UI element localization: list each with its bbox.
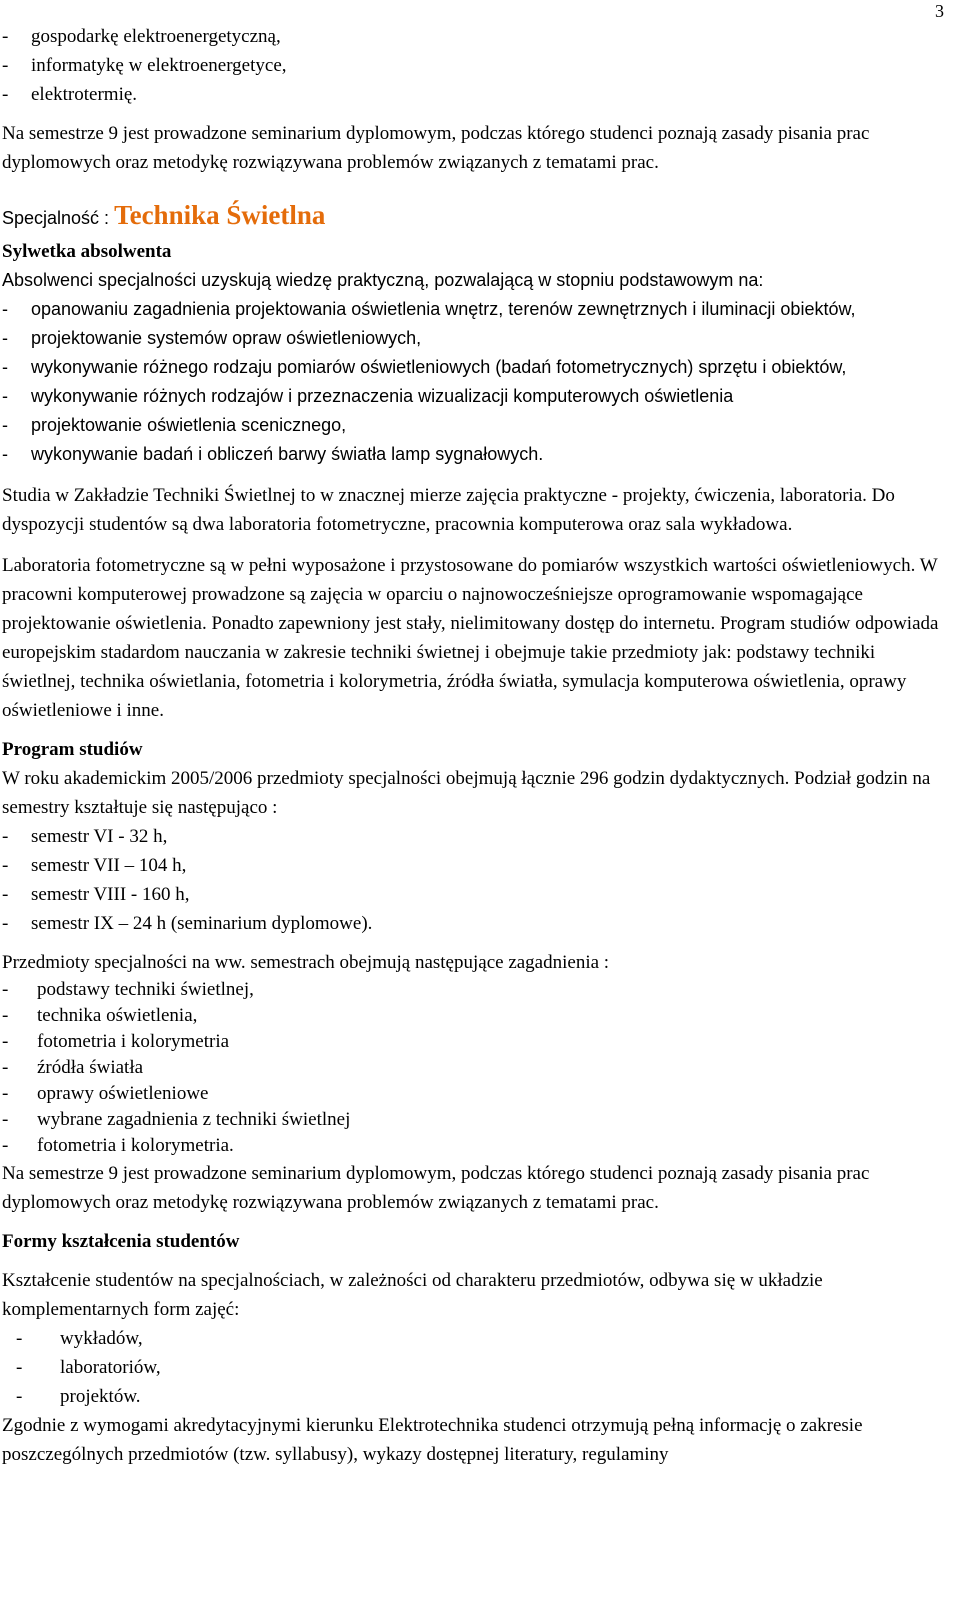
education-forms-heading: Formy kształcenia studentów	[2, 1231, 240, 1252]
list-item: - wykonywanie badań i obliczeń barwy światła lamp sygnałowych.	[2, 440, 942, 469]
specialty-prefix: Specjalność :	[2, 208, 115, 228]
studies-paragraph: Studia w Zakładzie Techniki Świetlnej to w znacznej mierze zajęcia praktyczne - projekty, ćwiczenia, laboratoria. Do dyspozycji studentów są dwa laboratoria fotometryczne, pracownia komputerowa oraz sala wykładowa.	[2, 485, 895, 535]
specialty-line	[2, 197, 942, 237]
list-item: - fotometria i kolorymetria.	[2, 1133, 942, 1159]
list-item: - semestr VII – 104 h,	[2, 851, 942, 880]
list-item: - wybrane zagadnienia z techniki świetlnej	[2, 1107, 942, 1133]
program-intro: W roku akademickim 2005/2006 przedmioty specjalności obejmują łącznie 296 godzin dydaktycznych. Podział godzin na semestry kształtuje się następująco :	[2, 768, 931, 818]
list-item: - semestr VIII - 160 h,	[2, 880, 942, 909]
graduate-skills-list	[2, 295, 942, 469]
list-item: - projektowanie oświetlenia scenicznego,	[2, 411, 942, 440]
list-item: - podstawy techniki świetlnej,	[2, 977, 942, 1003]
list-item: - wykonywanie różnych rodzajów i przeznaczenia wizualizacji komputerowych oświetlenia	[2, 382, 942, 411]
list-item: - gospodarkę elektroenergetyczną,	[2, 22, 942, 51]
list-item: - wykonywanie różnego rodzaju pomiarów oświetleniowych (badań fotometrycznych) sprzętu i obiektów,	[2, 353, 942, 382]
graduate-profile-intro: Absolwenci specjalności uzyskują wiedzę praktyczną, pozwalającą w stopniu podstawowym na:	[2, 270, 764, 290]
semester-hours-list	[2, 822, 942, 938]
subjects-intro: Przedmioty specjalności na ww. semestrach obejmują następujące zagadnienia :	[2, 952, 610, 973]
intro-list	[2, 22, 942, 109]
list-item: - projektów.	[2, 1382, 942, 1411]
list-item: - projektowanie systemów opraw oświetleniowych,	[2, 324, 942, 353]
list-item: - wykładów,	[2, 1324, 942, 1353]
list-item: - elektrotermię.	[2, 80, 942, 109]
seminar-paragraph: Na semestrze 9 jest prowadzone seminarium dyplomowym, podczas którego studenci poznają zasady pisania prac dyplomowych oraz metodykę rozwiązywana problemów związanych z tematami prac.	[2, 123, 870, 173]
list-item: - opanowaniu zagadnienia projektowania oświetlenia wnętrz, terenów zewnętrznych i iluminacji obiektów,	[2, 295, 942, 324]
program-heading: Program studiów	[2, 739, 143, 760]
list-item: - informatykę w elektroenergetyce,	[2, 51, 942, 80]
list-item: - fotometria i kolorymetria	[2, 1029, 942, 1055]
list-item: - semestr IX – 24 h (seminarium dyplomowe).	[2, 909, 942, 938]
education-forms-intro: Kształcenie studentów na specjalnościach, w zależności od charakteru przedmiotów, odbywa się w układzie komplementarnych form zajęć:	[2, 1270, 823, 1320]
list-item: - oprawy oświetleniowe	[2, 1081, 942, 1107]
education-forms-list	[2, 1324, 942, 1411]
page-number: 3	[935, 1, 944, 21]
list-item: - technika oświetlenia,	[2, 1003, 942, 1029]
specialty-title: Technika Świetlna	[114, 200, 326, 230]
accreditation-paragraph: Zgodnie z wymogami akredytacyjnymi kierunku Elektrotechnika studenci otrzymują pełną informację o zakresie poszczególnych przedmiotów (tzw. syllabusy), wykazy dostępnej literatury, regulaminy	[2, 1415, 863, 1465]
seminar-paragraph-2: Na semestrze 9 jest prowadzone seminarium dyplomowym, podczas którego studenci poznają zasady pisania prac dyplomowych oraz metodykę rozwiązywana problemów związanych z tematami prac.	[2, 1163, 870, 1213]
list-item: - źródła światła	[2, 1055, 942, 1081]
graduate-profile-heading: Sylwetka absolwenta	[2, 241, 172, 262]
document-page	[2, 22, 942, 1469]
subjects-list	[2, 977, 942, 1159]
list-item: - laboratoriów,	[2, 1353, 942, 1382]
list-item: - semestr VI - 32 h,	[2, 822, 942, 851]
labs-paragraph: Laboratoria fotometryczne są w pełni wyposażone i przystosowane do pomiarów wszystkich wartości oświetleniowych. W pracowni komputerowej prowadzone są zajęcia w oparciu o najnowocześniejsze oprogramowanie wspomagające projektowanie oświetlenia. Ponadto zapewniony jest stały, nielimitowany dostęp do internetu. Program studiów odpowiada europejskim stadardom nauczania w zakresie techniki świetnej i obejmuje takie przedmioty jak: podstawy techniki świetlnej, technika oświetlania, fotometria i kolorymetria, źródła światła, symulacja komputerowa oświetlenia, oprawy oświetleniowe i inne.	[2, 555, 939, 721]
